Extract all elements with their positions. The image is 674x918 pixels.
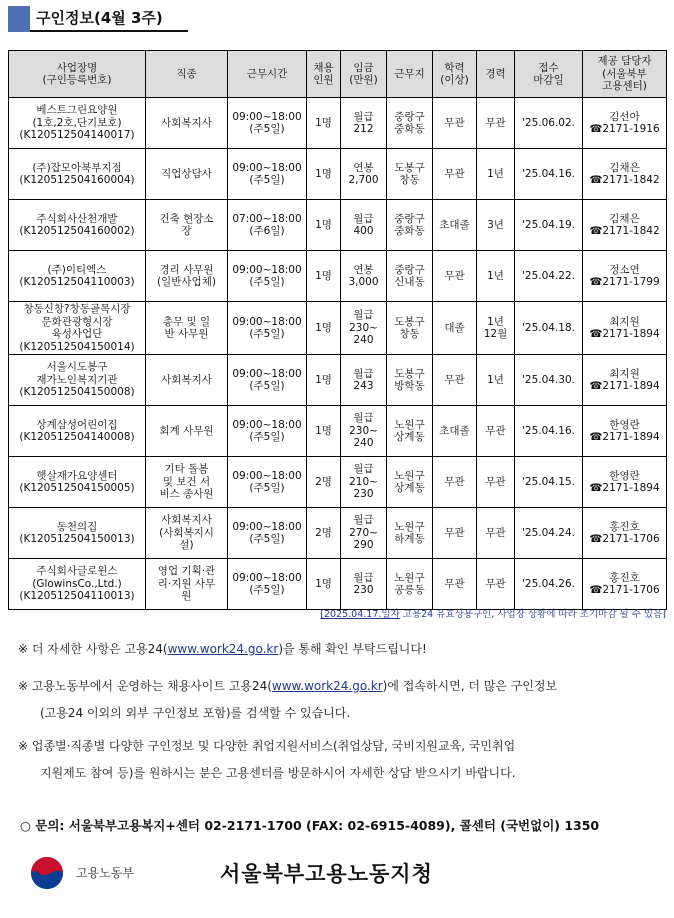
note-2-text: ※ 고용노동부에서 운영하는 채용사이트 고용24( [18, 679, 272, 693]
table-cell: 김선아 ☎2171-1916 [583, 98, 667, 149]
work24-link[interactable]: www.work24.go.kr [167, 642, 279, 656]
table-cell: 중랑구 중화동 [387, 98, 433, 149]
table-cell: 무관 [433, 355, 477, 406]
table-cell: 월급 210~ 230 [341, 457, 387, 508]
table-cell: 도봉구 창동 [387, 302, 433, 355]
table-cell: 사회복지사 (사회복지시 설) [146, 508, 228, 559]
notes-section [18, 636, 666, 787]
table-cell: 주식회사산천개발 (K120512504160002) [9, 200, 146, 251]
table-cell: 도봉구 창동 [387, 149, 433, 200]
table-cell: 서울시도봉구 재가노인복지기관 (K120512504150008) [9, 355, 146, 406]
table-cell: 회계 사무원 [146, 406, 228, 457]
table-cell: 1년 [477, 149, 515, 200]
table-cell: 정소연 ☎2171-1799 [583, 251, 667, 302]
table-row [9, 508, 667, 559]
table-cell: 도봉구 방학동 [387, 355, 433, 406]
table-cell: 창동신창?창동골목시장 문화관광형시장 육성사업단 (K120512504150014) [9, 302, 146, 355]
note-3-line-1: ※ 업종별·직종별 다양한 구인정보 및 다양한 취업지원서비스(취업상담, 국비지원교육, 국민취업 [18, 739, 516, 753]
table-cell: (주)이티엑스 (K120512504110003) [9, 251, 146, 302]
table-cell: 사회복지사 [146, 98, 228, 149]
table-cell: '25.06.02. [515, 98, 583, 149]
ministry-logo-icon [30, 856, 64, 890]
table-cell: 1명 [307, 406, 341, 457]
contact-info: ○ 문의: 서울북부고용복지+센터 02-2171-1700 (FAX: 02-6915-4089), 콜센터 (국번없이) 1350 [20, 818, 600, 833]
column-header: 직종 [146, 51, 228, 98]
column-header: 사업장명 (구인등록번호) [9, 51, 146, 98]
table-cell: 주식회사글로윈스 (GlowinsCo.,Ltd.) (K120512504110013) [9, 559, 146, 610]
column-header: 임금 (만원) [341, 51, 387, 98]
table-cell: 1명 [307, 559, 341, 610]
table-cell: 무관 [477, 98, 515, 149]
table-cell: 1년 [477, 251, 515, 302]
table-cell: 사회복지사 [146, 355, 228, 406]
table-cell: 동천의집 (K120512504150013) [9, 508, 146, 559]
table-cell: 초대졸 [433, 406, 477, 457]
table-row [9, 302, 667, 355]
note-3-line-2: 지원제도 참여 등)를 원하시는 분은 고용센터를 방문하시어 자세한 상담 받으시기 바랍니다. [40, 766, 516, 780]
footer [30, 852, 660, 892]
table-cell: 09:00~18:00 (주5일) [228, 355, 307, 406]
table-cell: 09:00~18:00 (주5일) [228, 149, 307, 200]
table-cell: 상계삼성어린이집 (K120512504140008) [9, 406, 146, 457]
table-cell: 1명 [307, 200, 341, 251]
note-1-text: ※ 더 자세한 사항은 고용24( [18, 642, 168, 656]
column-header: 경력 [477, 51, 515, 98]
table-cell: 월급 230 [341, 559, 387, 610]
date-note [320, 606, 666, 620]
column-header: 제공 담당자 (서울북부 고용센터) [583, 51, 667, 98]
date-note-date: [2025.04.17.일자 [320, 609, 400, 620]
table-cell: 09:00~18:00 (주5일) [228, 251, 307, 302]
table-cell: 무관 [433, 98, 477, 149]
column-header: 채용 인원 [307, 51, 341, 98]
office-name: 서울북부고용노동지청 [220, 862, 433, 886]
table-cell: 한영란 ☎2171-1894 [583, 457, 667, 508]
table-cell: 무관 [433, 149, 477, 200]
table-cell: 햇살재가요양센터 (K120512504150005) [9, 457, 146, 508]
table-cell: 노원구 상계동 [387, 406, 433, 457]
table-cell: 월급 400 [341, 200, 387, 251]
table-cell: 월급 270~ 290 [341, 508, 387, 559]
table-cell: 1명 [307, 355, 341, 406]
table-cell: '25.04.26. [515, 559, 583, 610]
table-cell: 2명 [307, 508, 341, 559]
table-cell: 기타 돌봄 및 보건 서 비스 종사원 [146, 457, 228, 508]
note-2 [18, 673, 666, 727]
table-cell: (주)잡모아북부지점 (K120512504160004) [9, 149, 146, 200]
title-accent-block [8, 6, 30, 32]
table-cell: 무관 [477, 559, 515, 610]
table-cell: '25.04.16. [515, 406, 583, 457]
table-cell: 최지원 ☎2171-1894 [583, 302, 667, 355]
table-cell: 무관 [433, 508, 477, 559]
table-cell: 1년 [477, 355, 515, 406]
table-cell: 1명 [307, 98, 341, 149]
table-cell: 총무 및 일 반 사무원 [146, 302, 228, 355]
table-row [9, 149, 667, 200]
column-header: 접수 마감일 [515, 51, 583, 98]
table-cell: 한영란 ☎2171-1894 [583, 406, 667, 457]
date-note-text: 고용24 유효상용구인, 사업장 상황에 따라 조기마감 될 수 있음] [399, 609, 666, 620]
table-cell: 홍진호 ☎2171-1706 [583, 559, 667, 610]
table-row [9, 559, 667, 610]
note-3 [18, 733, 666, 787]
table-cell: 최지원 ☎2171-1894 [583, 355, 667, 406]
ministry-name: 고용노동부 [76, 866, 134, 880]
table-cell: '25.04.30. [515, 355, 583, 406]
table-cell: 1년 12월 [477, 302, 515, 355]
table-cell: 무관 [477, 406, 515, 457]
table-cell: '25.04.16. [515, 149, 583, 200]
table-cell: '25.04.15. [515, 457, 583, 508]
table-cell: '25.04.18. [515, 302, 583, 355]
table-row [9, 251, 667, 302]
table-cell: 07:00~18:00 (주6일) [228, 200, 307, 251]
table-cell: 무관 [477, 457, 515, 508]
column-header: 근무시간 [228, 51, 307, 98]
table-cell: '25.04.19. [515, 200, 583, 251]
page-title: 구인정보(4월 3주) [30, 6, 188, 32]
column-header: 근무지 [387, 51, 433, 98]
table-cell: 09:00~18:00 (주5일) [228, 302, 307, 355]
table-cell: 09:00~18:00 (주5일) [228, 406, 307, 457]
job-listings-table [8, 50, 667, 610]
table-cell: 월급 230~ 240 [341, 406, 387, 457]
table-cell: 중랑구 신내동 [387, 251, 433, 302]
note-2-line-2: (고용24 이외의 외부 구인정보 포함)를 검색할 수 있습니다. [40, 706, 351, 720]
table-cell: 3년 [477, 200, 515, 251]
table-cell: 노원구 공릉동 [387, 559, 433, 610]
table-cell: 09:00~18:00 (주5일) [228, 508, 307, 559]
table-cell: 영업 기획·관 리·지원 사무 원 [146, 559, 228, 610]
table-cell: 09:00~18:00 (주5일) [228, 98, 307, 149]
table-cell: 무관 [477, 508, 515, 559]
table-cell: 연봉 2,700 [341, 149, 387, 200]
table-cell: 직업상담사 [146, 149, 228, 200]
table-cell: 김채은 ☎2171-1842 [583, 149, 667, 200]
table-cell: 중랑구 중화동 [387, 200, 433, 251]
note-2-text-end: )에 접속하시면, 더 많은 구인정보 [382, 679, 558, 693]
table-cell: 초대졸 [433, 200, 477, 251]
note-1 [18, 636, 666, 663]
table-cell: 대졸 [433, 302, 477, 355]
table-cell: 건축 현장소 장 [146, 200, 228, 251]
table-cell: 2명 [307, 457, 341, 508]
table-body [9, 98, 667, 610]
table-cell: 월급 230~ 240 [341, 302, 387, 355]
table-row [9, 406, 667, 457]
table-row [9, 98, 667, 149]
table-cell: 09:00~18:00 (주5일) [228, 457, 307, 508]
table-cell: 경리 사무원 (일반사업체) [146, 251, 228, 302]
table-header-row [9, 51, 667, 98]
table-cell: 월급 212 [341, 98, 387, 149]
table-cell: '25.04.22. [515, 251, 583, 302]
table-cell: 베스트그린요양원 (1호,2호,단기보호) (K120512504140017) [9, 98, 146, 149]
work24-link-2[interactable]: www.work24.go.kr [271, 679, 383, 693]
column-header: 학력 (이상) [433, 51, 477, 98]
table-cell: 노원구 상계동 [387, 457, 433, 508]
table-cell: 무관 [433, 457, 477, 508]
table-cell: 1명 [307, 251, 341, 302]
table-cell: 홍진호 ☎2171-1706 [583, 508, 667, 559]
table-cell: 1명 [307, 302, 341, 355]
table-row [9, 200, 667, 251]
table-cell: '25.04.24. [515, 508, 583, 559]
table-cell: 무관 [433, 559, 477, 610]
table-row [9, 355, 667, 406]
table-cell: 무관 [433, 251, 477, 302]
table-cell: 1명 [307, 149, 341, 200]
table-cell: 월급 243 [341, 355, 387, 406]
page-title-bar [8, 6, 188, 32]
table-cell: 김채은 ☎2171-1842 [583, 200, 667, 251]
table-cell: 연봉 3,000 [341, 251, 387, 302]
note-1-text-end: )을 통해 확인 부탁드립니다! [278, 642, 427, 656]
table-cell: 09:00~18:00 (주5일) [228, 559, 307, 610]
table-cell: 노원구 하계동 [387, 508, 433, 559]
table-row [9, 457, 667, 508]
